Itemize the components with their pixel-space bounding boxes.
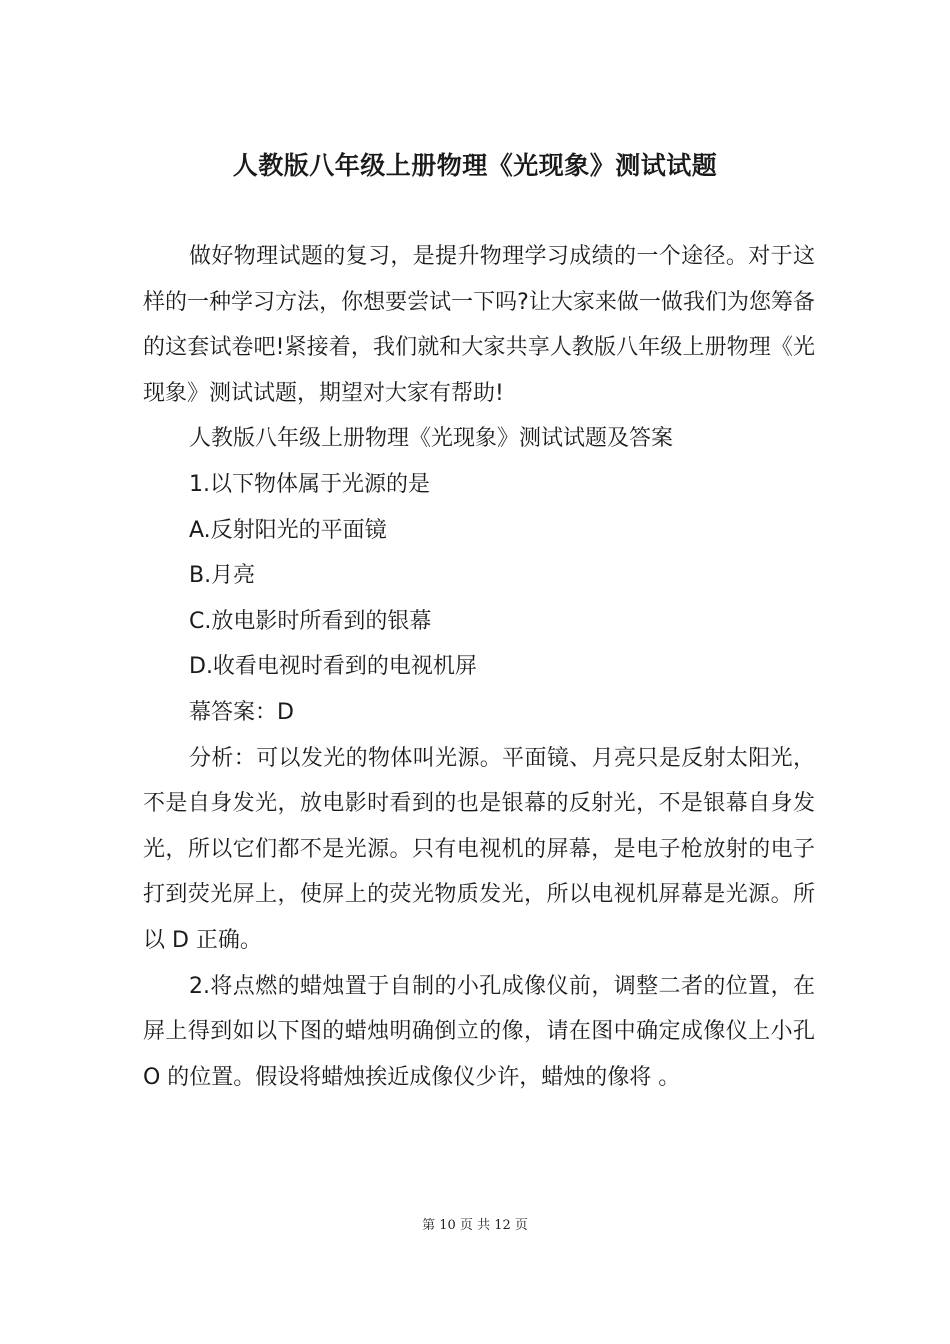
page-number-footer: 第 10 页 共 12 页: [422, 1218, 528, 1233]
document-body: [143, 234, 815, 1100]
option-c: C.放电影时所看到的银幕: [189, 608, 432, 634]
analysis-paragraph: 分析：可以发光的物体叫光源。平面镜、月亮只是反射太阳光，不是自身发光，放电影时看到的也是银幕的反射光，不是银幕自身发光，所以它们都不是光源。只有电视机的屏幕，是电子枪放射的电子打到荧光屏上，使屏上的荧光物质发光，所以电视机屏幕是光源。所以 D 正确。: [143, 745, 815, 953]
answer-line: 幕答案：D: [189, 699, 294, 725]
option-a: A.反射阳光的平面镜: [189, 517, 387, 543]
question-2: 2.将点燃的蜡烛置于自制的小孔成像仪前，调整二者的位置，在屏上得到如以下图的蜡烛明确倒立的像，请在图中确定成像仪上小孔 O 的位置。假设将蜡烛挨近成像仪少许，蜡烛的像将 。: [143, 973, 815, 1090]
option-d: D.收看电视时看到的电视机屏: [189, 654, 477, 680]
page-title: 人教版八年级上册物理《光现象》测试试题: [232, 151, 718, 180]
section-heading: 人教版八年级上册物理《光现象》测试试题及答案: [189, 426, 674, 452]
option-b: B.月亮: [189, 563, 256, 589]
question-1: 1.以下物体属于光源的是: [189, 471, 430, 497]
intro-paragraph: 做好物理试题的复习，是提升物理学习成绩的一个途径。对于这样的一种学习方法，你想要尝试一下吗?让大家来做一做我们为您筹备的这套试卷吧!紧接着，我们就和大家共享人教版八年级上册物理《光现象》测试试题，期望对大家有帮助!: [143, 244, 815, 406]
